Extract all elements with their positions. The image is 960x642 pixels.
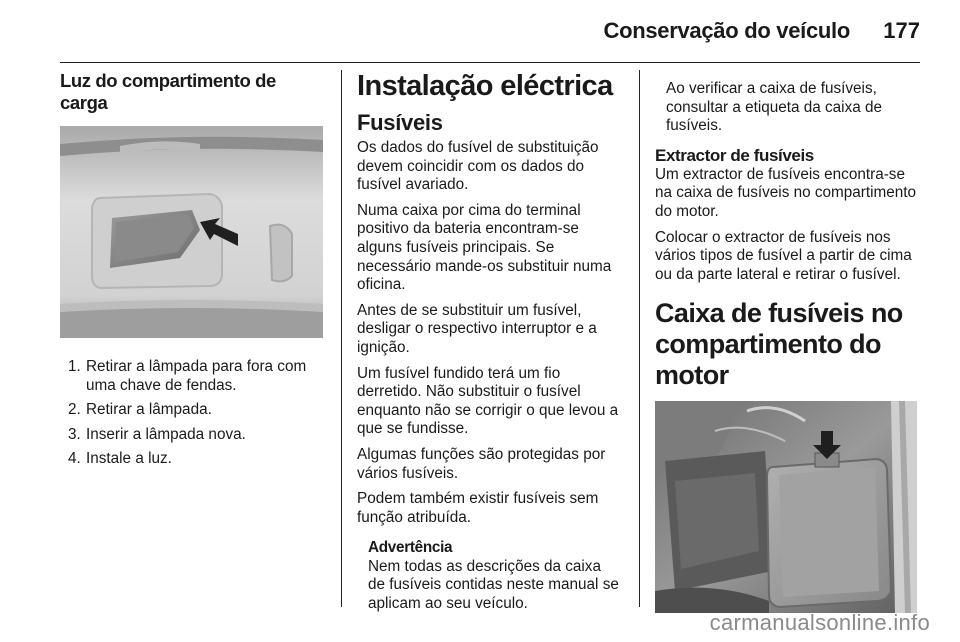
step-number: 1.	[68, 358, 81, 375]
cargo-light-heading: Luz do compartimento de carga	[60, 70, 276, 113]
list-item	[60, 358, 325, 395]
step-number: 3.	[68, 425, 81, 443]
fuses-body	[357, 139, 622, 527]
electrical-heading: Instalação eléctrica	[357, 70, 613, 102]
paragraph: Antes de se substituir um fusível, desligar o respectivo interruptor e a ignição.	[357, 301, 597, 356]
watermark: carmanualsonline.info	[709, 610, 930, 635]
step-text: Retirar a lâmpada.	[86, 401, 212, 419]
paragraph: Os dados do fusível de substituição devem coincidir com os dados do fusível avariado.	[357, 139, 599, 194]
paragraph: Podem também existir fusíveis sem função atribuída.	[357, 490, 599, 526]
header-rule	[60, 62, 920, 63]
column-1	[60, 70, 325, 475]
paragraph: Um fusível fundido terá um fio derretido. Não substituir o fusível enquanto não se corrigir o que levou a que se fundisse.	[357, 364, 619, 438]
list-item	[60, 401, 325, 420]
column-3	[655, 70, 923, 613]
column-divider-1	[341, 70, 342, 607]
paragraph: Um extractor de fusíveis encontra-se na caixa de fusíveis no compartimento do motor.	[655, 165, 917, 220]
page-header	[0, 14, 960, 54]
cargo-light-photo	[60, 126, 323, 338]
fuses-subheading: Fusíveis	[357, 110, 443, 135]
warning-note	[357, 539, 622, 613]
list-item	[60, 426, 325, 445]
page-number: 177	[883, 18, 920, 43]
fusebox-label-intro: Ao verificar a caixa de fusíveis, consultar a etiqueta da caixa de fusíveis.	[666, 80, 883, 135]
step-number: 4.	[68, 450, 81, 468]
engine-fusebox-photo	[655, 401, 917, 613]
step-number: 2.	[68, 401, 81, 419]
warning-title: Advertência	[368, 539, 453, 557]
fuse-extractor-heading: Extractor de fusíveis	[655, 145, 814, 165]
header-title: Conservação do veículo	[603, 18, 850, 43]
step-text: Inserir a lâmpada nova.	[86, 425, 246, 443]
paragraph: Colocar o extractor de fusíveis nos vários tipos de fusível a partir de cima ou da parte lateral e retirar o fusível.	[655, 228, 912, 283]
engine-fusebox-heading: Caixa de fusíveis no compartimento do motor	[655, 298, 903, 391]
list-item	[60, 450, 325, 469]
step-text: Retirar a lâmpada para fora com uma chave de fendas.	[86, 358, 307, 394]
column-2	[357, 70, 622, 614]
column-divider-2	[639, 70, 640, 607]
steps-list	[60, 358, 325, 469]
paragraph: Algumas funções são protegidas por vários fusíveis.	[357, 445, 606, 482]
step-text: Instale a luz.	[86, 450, 172, 468]
paragraph: Numa caixa por cima do terminal positivo da bateria encontram-se alguns fusíveis principais. Se necessário mande-os substituir numa oficina.	[357, 201, 612, 294]
warning-text: Nem todas as descrições da caixa de fusíveis contidas neste manual se aplicam ao seu veículo.	[368, 557, 619, 613]
